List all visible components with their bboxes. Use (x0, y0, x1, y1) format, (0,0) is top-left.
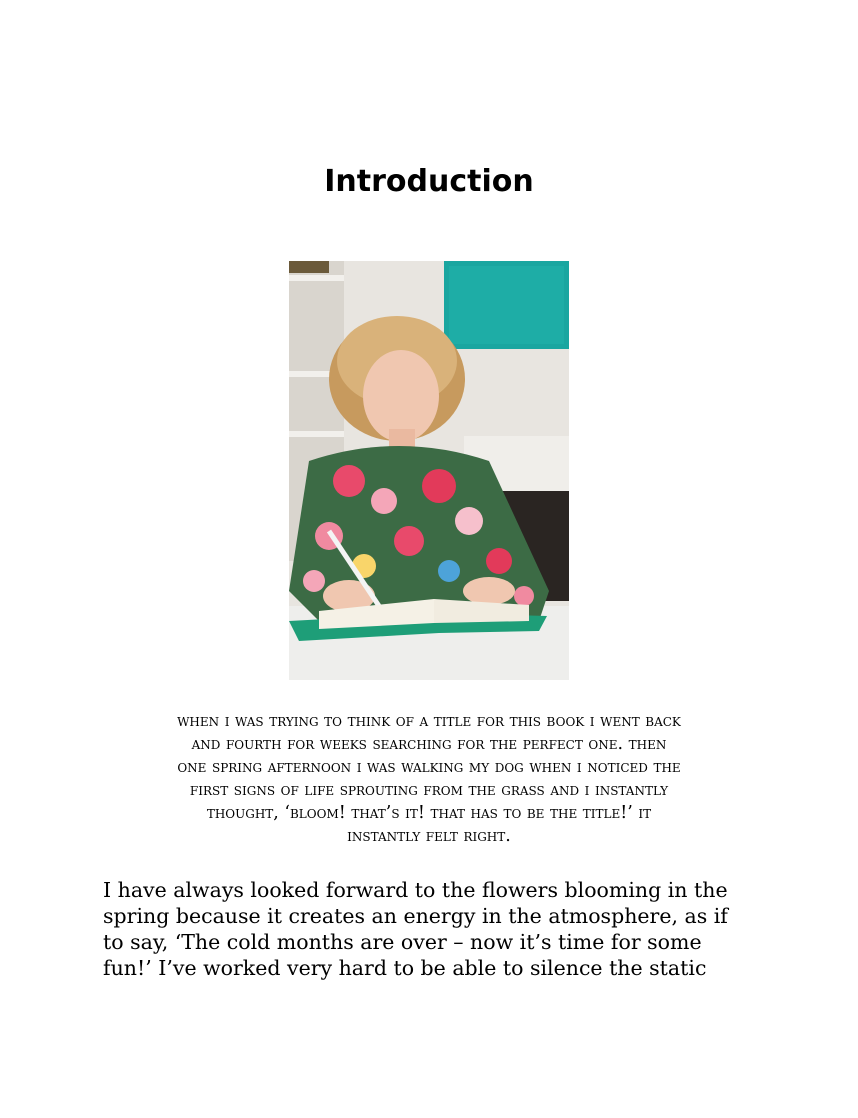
opening-line: one spring afternoon i was walking my dog when i noticed the (177, 757, 681, 777)
body-line: fun!’ I’ve worked very hard to be able to silence the static (103, 956, 707, 980)
author-photo (289, 261, 569, 680)
opening-line: first signs of life sprouting from the grass and i instantly (189, 780, 669, 800)
page-title: Introduction (324, 164, 534, 199)
body-line: to say, ‘The cold months are over – now it’s time for some (103, 930, 702, 954)
opening-line: and fourth for weeks searching for the perfect one. then (191, 734, 667, 754)
opening-line: thought, ‘bloom! that’s it! that has to be the title!’ it (206, 803, 652, 823)
body-line: I have always looked forward to the flowers blooming in the (103, 878, 728, 902)
opening-line: instantly felt right. (347, 826, 511, 846)
body-paragraph (103, 877, 773, 981)
opening-line: when i was trying to think of a title for this book i went back (177, 711, 681, 731)
opening-paragraph (100, 710, 758, 848)
body-line: spring because it creates an energy in the atmosphere, as if (103, 904, 728, 928)
woman-writing-in-journal-photo (289, 261, 569, 680)
